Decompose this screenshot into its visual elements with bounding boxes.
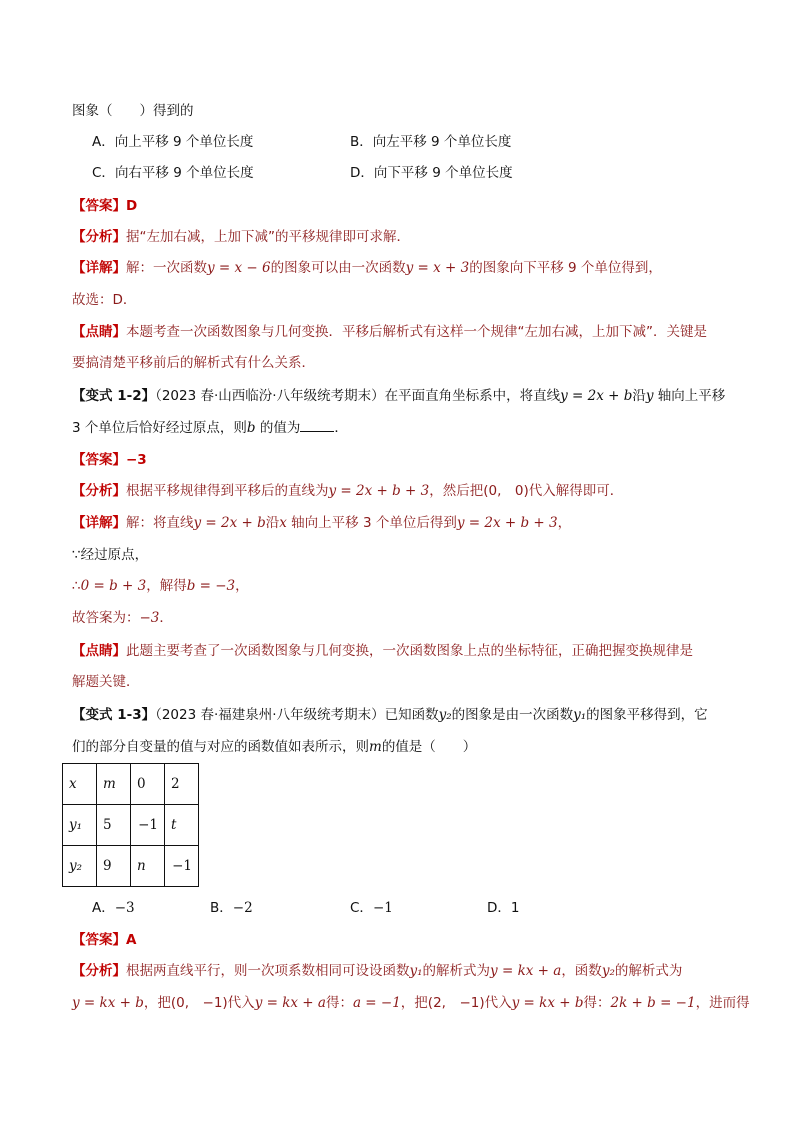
q1-analysis: 【分析】据“左加右减，上加下减”的平移规律即可求解．	[72, 229, 410, 245]
q2-conclusion: 故答案为：−3．	[72, 610, 173, 626]
q3-analysis-line2: y = kx + b，把(0, −1)代入y = kx + a得：a = −1，把(2, −1)代入y = kx + b得：2k + b = −1，进而得	[72, 995, 750, 1011]
q3-option-c: C．−1	[350, 900, 393, 916]
q3-answer: 【答案】A	[72, 932, 137, 948]
q1-option-b: B．向左平移 9 个单位长度	[350, 134, 512, 150]
q2-therefore: ∴0 = b + 3，解得b = −3，	[72, 578, 249, 594]
q2-detail: 【详解】解：将直线y = 2x + b沿x 轴向上平移 3 个单位后得到y = 2x + b + 3，	[72, 515, 572, 531]
table-cell: n	[131, 846, 165, 887]
q1-conclusion: 故选：D．	[72, 292, 137, 308]
table-row	[63, 846, 199, 887]
q1-option-d: D．向下平移 9 个单位长度	[350, 165, 513, 181]
q3-stem-line1: 【变式 1-3】（2023 春·福建泉州·八年级统考期末）已知函数y₂的图象是由一次函数y₁的图象平移得到，它	[72, 707, 708, 723]
q3-option-d: D．1	[487, 900, 520, 916]
q2-stem-line2: 3 个单位后恰好经过原点，则b 的值为 ．	[72, 417, 348, 438]
table-cell: 2	[165, 764, 199, 805]
table-row	[63, 805, 199, 846]
q3-analysis-line1: 【分析】根据两直线平行，则一次项系数相同可设设函数y₁的解析式为y = kx + a，函数y₂的解析式为	[72, 963, 683, 979]
q2-analysis: 【分析】根据平移规律得到平移后的直线为y = 2x + b + 3，然后把(0, 0)代入解得即可．	[72, 483, 624, 499]
table-row	[63, 764, 199, 805]
table-cell: m	[97, 764, 131, 805]
value-table	[62, 763, 199, 887]
table-cell: 0	[131, 764, 165, 805]
answer-blank	[300, 417, 334, 432]
table-cell: y₁	[63, 805, 97, 846]
table-cell: 9	[97, 846, 131, 887]
table-cell: −1	[165, 846, 199, 887]
q1-comment-line1: 【点睛】本题考查一次函数图象与几何变换．平移后解析式有这样一个规律“左加右减，上加下减”．关键是	[72, 324, 707, 340]
q2-because: ∵经过原点，	[72, 547, 149, 563]
table-cell: t	[165, 805, 199, 846]
q3-stem-line2: 们的部分自变量的值与对应的函数值如表所示，则m的值是（ ）	[72, 739, 477, 755]
q2-stem-line1: 【变式 1-2】（2023 春·山西临汾·八年级统考期末）在平面直角坐标系中，将直线y = 2x + b沿y 轴向上平移	[72, 388, 726, 404]
q1-comment-line2: 要搞清楚平移前后的解析式有什么关系．	[72, 355, 315, 371]
q1-detail: 【详解】解：一次函数y = x − 6的图象可以由一次函数y = x + 3的图象向下平移 9 个单位得到，	[72, 260, 662, 276]
q1-answer: 【答案】D	[72, 198, 138, 214]
table-cell: −1	[131, 805, 165, 846]
q2-comment-line1: 【点睛】此题主要考查了一次函数图象与几何变换，一次函数图象上点的坐标特征，正确把握变换规律是	[72, 643, 693, 659]
table-cell: y₂	[63, 846, 97, 887]
q3-option-b: B．−2	[210, 900, 253, 916]
q1-stem-tail: 图象（ ）得到的	[72, 103, 194, 119]
q1-option-a: A．向上平移 9 个单位长度	[92, 134, 254, 150]
table-cell: 5	[97, 805, 131, 846]
q2-answer: 【答案】−3	[72, 452, 147, 468]
table-cell: x	[63, 764, 97, 805]
q1-option-c: C．向右平移 9 个单位长度	[92, 165, 254, 181]
q3-option-a: A．−3	[92, 900, 135, 916]
q2-comment-line2: 解题关键．	[72, 674, 140, 690]
